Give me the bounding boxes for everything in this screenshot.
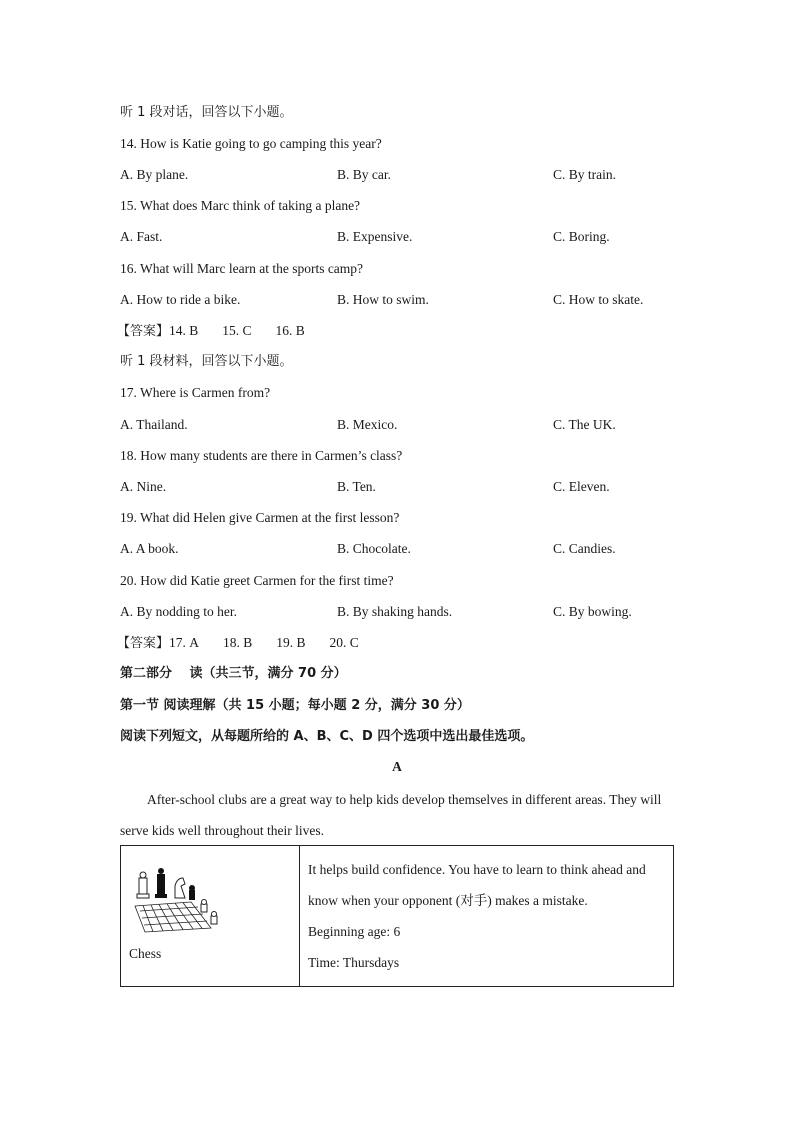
intro-paragraph: After-school clubs are a great way to help kids develop themselves in different areas. They will serve kids well throughout their lives. [120, 792, 662, 838]
answer-label: 【答案】 [117, 636, 170, 651]
answer-item: 18. B [223, 635, 253, 650]
answer-item: 16. B [275, 323, 305, 338]
option-b: B. Ten. [337, 479, 376, 494]
section-intro-material: 听 1 段材料，回答以下小题。 [120, 354, 293, 369]
option-c: C. By train. [553, 167, 616, 182]
clubs-table [120, 845, 674, 987]
answer-item: 20. C [329, 635, 359, 650]
option-b: B. Mexico. [337, 417, 398, 432]
option-a: A. Fast. [120, 229, 163, 244]
option-b: B. By car. [337, 167, 391, 182]
section-title: 第一节 阅读理解（共 15 小题；每小题 2 分，满分 30 分） [120, 698, 470, 713]
answer-item: 15. C [222, 323, 252, 338]
question-20: 20. How did Katie greet Carmen for the first time? [120, 573, 394, 588]
option-c: C. Eleven. [553, 479, 610, 494]
option-a: A. How to ride a bike. [120, 292, 241, 307]
club-name: Chess [129, 946, 162, 961]
option-a: A. By plane. [120, 167, 189, 182]
part-title: 第二部分 读（共三节，满分 70 分） [120, 666, 347, 681]
option-a: A. Thailand. [120, 417, 188, 432]
answer-key-2 [117, 634, 359, 653]
club-description: It helps build confidence. You have to learn to think ahead and know when your opponent (对手) makes a mistake. [308, 862, 646, 908]
answer-label: 【答案】 [117, 324, 170, 339]
option-b: B. By shaking hands. [337, 604, 453, 619]
question-14: 14. How is Katie going to go camping this year? [120, 136, 382, 151]
option-a: A. Nine. [120, 479, 167, 494]
option-c: C. Candies. [553, 541, 616, 556]
answer-key-1 [117, 322, 305, 341]
option-a: A. A book. [120, 541, 179, 556]
option-c: C. By bowing. [553, 604, 632, 619]
option-b: B. Expensive. [337, 229, 413, 244]
question-15: 15. What does Marc think of taking a plane? [120, 198, 361, 213]
section-intro-dialogue: 听 1 段对话，回答以下小题。 [120, 105, 293, 120]
option-b: B. How to swim. [337, 292, 429, 307]
club-time: Time: Thursdays [308, 955, 400, 970]
club-cell [121, 846, 300, 987]
option-c: C. The UK. [553, 417, 616, 432]
answer-item: 17. A [169, 635, 200, 650]
option-c: C. Boring. [553, 229, 610, 244]
option-c: C. How to skate. [553, 292, 644, 307]
chess-icon [131, 866, 223, 934]
reading-instruction: 阅读下列短文，从每题所给的 A、B、C、D 四个选项中选出最佳选项。 [120, 729, 534, 744]
answer-item: 14. B [169, 323, 199, 338]
passage-label: A [392, 759, 402, 774]
question-16: 16. What will Marc learn at the sports camp? [120, 261, 364, 276]
club-details-cell [300, 846, 674, 987]
question-19: 19. What did Helen give Carmen at the first lesson? [120, 510, 400, 525]
option-a: A. By nodding to her. [120, 604, 237, 619]
club-beginning-age: Beginning age: 6 [308, 924, 401, 939]
question-18: 18. How many students are there in Carmen’s class? [120, 448, 403, 463]
table-row [121, 846, 674, 987]
question-17: 17. Where is Carmen from? [120, 385, 271, 400]
answer-item: 19. B [276, 635, 306, 650]
option-b: B. Chocolate. [337, 541, 411, 556]
